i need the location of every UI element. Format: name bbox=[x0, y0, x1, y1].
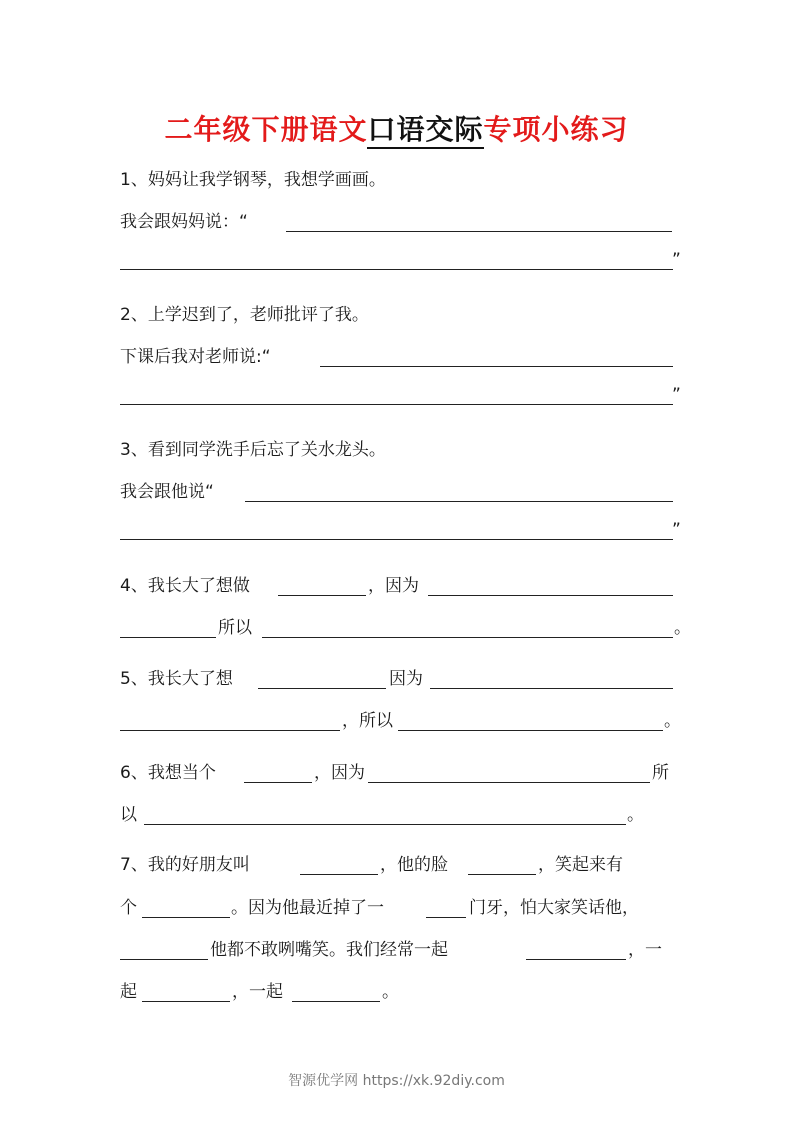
q2-lead: 下课后我对老师说:“ bbox=[120, 347, 271, 367]
q3-close-quote: ” bbox=[672, 520, 681, 540]
q1-lead: 我会跟妈妈说：“ bbox=[120, 212, 248, 232]
q7-text-j: ，一起 bbox=[232, 982, 283, 1002]
q4-line2 bbox=[120, 614, 691, 642]
q7-text-c: ，笑起来有 bbox=[538, 855, 623, 875]
q7-blank-when[interactable] bbox=[120, 959, 208, 960]
q4-blank-result[interactable] bbox=[262, 637, 673, 638]
q7-line1 bbox=[120, 851, 680, 879]
q3-answer-blank-1[interactable] bbox=[245, 501, 673, 502]
q5-text-c: ，所以 bbox=[342, 711, 393, 731]
q1-answer-line1 bbox=[120, 208, 680, 236]
footer-watermark[interactable]: 智源优学网 https://xk.92diy.com bbox=[288, 1073, 505, 1089]
q2-prompt-line bbox=[120, 301, 680, 329]
q7-end: 。 bbox=[382, 982, 399, 1002]
q7-blank-tooth[interactable] bbox=[426, 917, 466, 918]
q7-blank-activity-2[interactable] bbox=[142, 1001, 230, 1002]
q6-end: 。 bbox=[627, 805, 644, 825]
q2-answer-blank-1[interactable] bbox=[320, 366, 673, 367]
q5-blank-reason-cont[interactable] bbox=[120, 730, 340, 731]
q6-blank-role[interactable] bbox=[244, 782, 312, 783]
q6-blank-result[interactable] bbox=[144, 824, 626, 825]
q1-answer-line2 bbox=[120, 246, 680, 274]
q3-answer-line1 bbox=[120, 478, 680, 506]
q1-answer-blank-2[interactable] bbox=[120, 269, 673, 270]
q6-text-d: 以 bbox=[120, 805, 137, 825]
q6-text-b: ，因为 bbox=[314, 763, 365, 783]
q1-answer-blank-1[interactable] bbox=[286, 231, 672, 232]
q7-blank-activity-1[interactable] bbox=[526, 959, 626, 960]
q5-blank-reason[interactable] bbox=[430, 688, 673, 689]
q7-text-g: 他都不敢咧嘴笑。我们经常一起 bbox=[210, 940, 448, 960]
q2-close-quote: ” bbox=[672, 385, 681, 405]
q6-blank-reason[interactable] bbox=[368, 782, 650, 783]
q1-close-quote: ” bbox=[672, 250, 681, 270]
q6-line2 bbox=[120, 801, 680, 829]
q7-text-e: 。因为他最近掉了一 bbox=[231, 898, 384, 918]
q5-line1 bbox=[120, 665, 680, 693]
title-left: 二年级下册语文 bbox=[164, 113, 368, 146]
q7-blank-feature[interactable] bbox=[142, 917, 230, 918]
q4-text-c: 所以 bbox=[218, 618, 252, 638]
q7-text-d: 个 bbox=[120, 898, 137, 918]
q7-text-f: 门牙，怕大家笑话他， bbox=[469, 898, 639, 918]
q4-blank-reason-cont[interactable] bbox=[120, 637, 216, 638]
q5-blank-wish[interactable] bbox=[258, 688, 386, 689]
q5-line2 bbox=[120, 707, 680, 735]
q2-prompt: 2、上学迟到了，老师批评了我。 bbox=[120, 305, 369, 325]
q2-answer-line1 bbox=[120, 343, 680, 371]
q6-text-a: 6、我想当个 bbox=[120, 763, 216, 783]
q3-lead: 我会跟他说“ bbox=[120, 482, 214, 502]
q7-text-i: 起 bbox=[120, 982, 137, 1002]
q2-answer-blank-2[interactable] bbox=[120, 404, 673, 405]
q4-blank-job[interactable] bbox=[278, 595, 366, 596]
q7-blank-activity-3[interactable] bbox=[292, 1001, 380, 1002]
q4-blank-reason[interactable] bbox=[428, 595, 673, 596]
q5-blank-result[interactable] bbox=[398, 730, 663, 731]
q5-end: 。 bbox=[664, 711, 681, 731]
q7-line2 bbox=[120, 894, 680, 922]
q7-text-a: 7、我的好朋友叫 bbox=[120, 855, 250, 875]
title-highlight: 口语交际 bbox=[367, 113, 483, 149]
q6-text-c: 所 bbox=[652, 763, 669, 783]
q4-end: 。 bbox=[674, 618, 691, 638]
q3-prompt-line bbox=[120, 436, 680, 464]
q1-prompt-line bbox=[120, 166, 680, 194]
q2-answer-line2 bbox=[120, 381, 680, 409]
q6-line1 bbox=[120, 759, 680, 787]
q7-text-h: ，一 bbox=[628, 940, 662, 960]
title-right: 专项小练习 bbox=[483, 113, 629, 146]
q4-line1 bbox=[120, 572, 680, 600]
q3-prompt: 3、看到同学洗手后忘了关水龙头。 bbox=[120, 440, 386, 460]
q5-text-a: 5、我长大了想 bbox=[120, 669, 233, 689]
q7-line4 bbox=[120, 978, 680, 1006]
q5-text-b: 因为 bbox=[389, 669, 423, 689]
q7-line3 bbox=[120, 936, 680, 964]
q3-answer-line2 bbox=[120, 516, 680, 544]
q7-blank-name[interactable] bbox=[300, 874, 378, 875]
page-title bbox=[0, 108, 793, 148]
q4-text-b: ，因为 bbox=[368, 576, 419, 596]
q3-answer-blank-2[interactable] bbox=[120, 539, 673, 540]
q4-text-a: 4、我长大了想做 bbox=[120, 576, 250, 596]
q1-prompt: 1、妈妈让我学钢琴，我想学画画。 bbox=[120, 170, 386, 190]
q7-text-b: ，他的脸 bbox=[380, 855, 448, 875]
q7-blank-face[interactable] bbox=[468, 874, 536, 875]
